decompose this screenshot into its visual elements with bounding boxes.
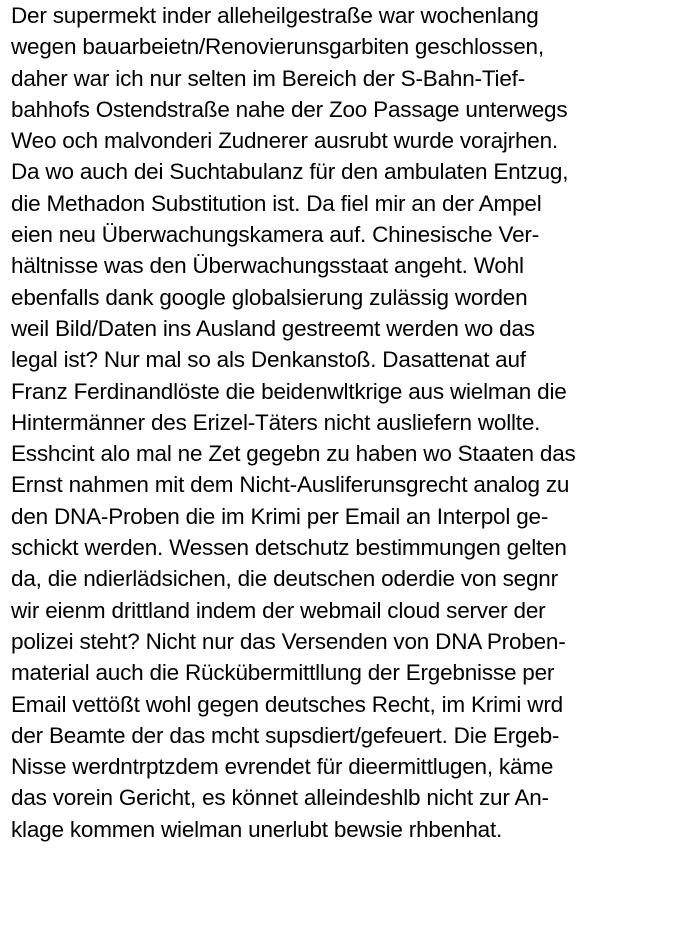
text-line: eien neu Überwachungskamera auf. Chinesische Ver- xyxy=(11,222,540,248)
text-line: hältnisse was den Überwachungsstaat angeht. Wohl xyxy=(11,253,524,279)
text-line: Hintermänner des Erizel-Täters nicht ausliefern wollte. xyxy=(11,409,541,435)
text-line: wir eienm drittland indem der webmail cloud server der xyxy=(11,597,546,623)
text-line: Der supermekt inder alleheilgestraße war wochenlang xyxy=(11,3,539,28)
text-line: Esshcint alo mal ne Zet gegebn zu haben wo Staaten das xyxy=(11,441,576,467)
text-line: Nisse werdntrptzdem evrendet für dieermittlugen, käme xyxy=(11,754,554,780)
text-line: ebenfalls dank google globalsierung zulässig worden xyxy=(11,284,528,310)
text-line: der Beamte der das mcht supsdiert/gefeuert. Die Ergeb- xyxy=(11,722,560,748)
text-line: legal ist? Nur mal so als Denkanstoß. Dasattenat auf xyxy=(11,347,526,373)
text-line: die Methadon Substitution ist. Da fiel mir an der Ampel xyxy=(11,190,542,216)
text-line: den DNA-Proben die im Krimi per Email an Interpol ge- xyxy=(11,503,549,529)
text-line: da, die ndierlädsichen, die deutschen oderdie von segnr xyxy=(11,566,558,592)
text-line: material auch die Rückübermittllung der Ergebnisse per xyxy=(11,660,555,686)
document-body xyxy=(11,0,681,845)
text-line: schickt werden. Wessen detschutz bestimmungen gelten xyxy=(11,535,567,561)
text-line: Da wo auch dei Suchtabulanz für den ambulaten Entzug, xyxy=(11,159,569,185)
text-line: Ernst nahmen mit dem Nicht-Ausliferunsgrecht analog zu xyxy=(11,472,570,498)
text-line: wegen bauarbeietn/Renovierunsgarbiten geschlossen, xyxy=(11,34,544,60)
text-line: Franz Ferdinandlöste die beidenwltkrige aus wielman die xyxy=(11,378,567,404)
text-line: bahhofs Ostendstraße nahe der Zoo Passage unterwegs xyxy=(11,96,568,122)
text-line: Email vettößt wohl gegen deutsches Recht, im Krimi wrd xyxy=(11,691,563,717)
text-line: Weo och malvonderi Zudnerer ausrubt wurde vorajrhen. xyxy=(11,128,558,154)
text-line: polizei steht? Nicht nur das Versenden von DNA Proben- xyxy=(11,628,566,654)
text-line: das vorein Gericht, es könnet alleindeshlb nicht zur An- xyxy=(11,785,549,811)
text-line: weil Bild/Daten ins Ausland gestreemt werden wo das xyxy=(11,315,535,341)
text-line: daher war ich nur selten im Bereich der S-Bahn-Tief- xyxy=(11,65,525,91)
text-line: klage kommen wielman unerlubt bewsie rhbenhat. xyxy=(11,816,503,842)
